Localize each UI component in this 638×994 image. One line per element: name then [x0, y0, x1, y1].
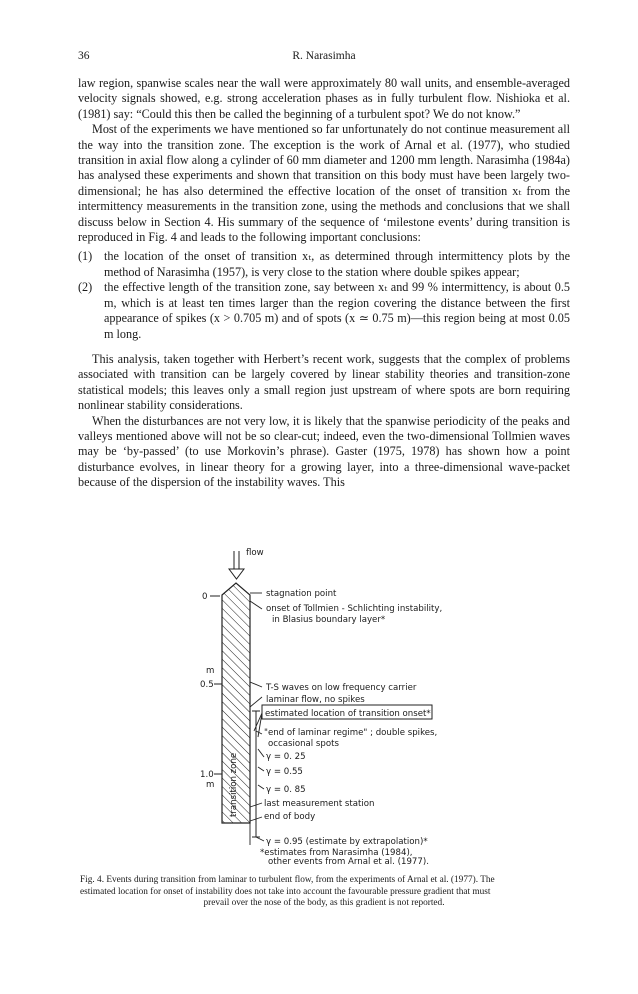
axis-label-half: 0.5 — [200, 680, 214, 690]
paragraph: When the disturbances are not very low, it is likely that the spanwise periodicity of the peaks and valleys mentioned above will not be so clear-cut; indeed, even the two-dimensional Tollmien waves may be ‘by-passed’ (to use Morkovin’s phrase). Gaster (1975, 1978) has shown how a point disturbance evolves, in linear theory for a growing layer, into a three-dimensional wave-packet because of the dispersion of the instability waves. This — [78, 413, 570, 490]
event-label: laminar flow, no spikes — [266, 695, 365, 705]
caption-line: Fig. 4. Events during transition from laminar to turbulent flow, from the experiments of Arnal et al. (1977). The — [80, 875, 495, 885]
event-label: occasional spots — [268, 739, 339, 749]
event-label: "end of laminar regime" ; double spikes, — [264, 728, 438, 738]
figure-4 — [150, 545, 520, 865]
conclusions-list — [78, 249, 570, 341]
paragraph: Most of the experiments we have mentioned so far unfortunately do not continue measurement all the way into the transition zone. The exception is the work of Arnal et al. (1977), who studied transition in axial flow along a cylinder of 60 mm diameter and 1200 mm length. Narasimha (1984a) has analysed these experiments and shown that transition on this body must have been largely two-dimensional; he has also determined the effective location of the onset of transition xₜ from the intermittency measurements in the transition zone, using the methods and conclusions that we shall discuss below in Section 4. His summary of the sequence of ‘milestone events’ during transition is reproduced in Fig. 4 and leads to the following important conclusions: — [78, 122, 570, 245]
event-label: estimated location of transition onset* — [265, 709, 431, 719]
list-item-number: (2) — [78, 280, 93, 295]
event-label: γ = 0. 25 — [266, 752, 306, 762]
caption-line: estimated location for onset of instability does not take into account the favourable pressure gradient that must — [80, 886, 491, 897]
list-item-text: the effective length of the transition zone, say between xₜ and 99 % intermittency, is about 0.5 m, which is at least ten times larger than the region covering the distance between the first appearance of spikes (x > 0.705 m) and of spots (x ≃ 0.75 m)—this region being at most 0.05 m long. — [104, 280, 570, 341]
paragraph: law region, spanwise scales near the wall were approximately 80 wall units, and ensemble-averaged velocity signals showed, e.g. strong acceleration phases as in fully turbulent flow. Nishioka et al. (1981) say: “Could this then be called the beginning of a turbulent spot? We do not know.” — [78, 76, 570, 121]
figure-note: *estimates from Narasimha (1984), — [260, 848, 413, 858]
page-header — [78, 50, 570, 66]
event-label: T-S waves on low frequency carrier — [266, 683, 417, 693]
list-item — [78, 280, 570, 342]
flow-label: flow — [246, 548, 264, 558]
paragraph: This analysis, taken together with Herbert’s recent work, suggests that the complex of problems associated with transition can be largely covered by linear stability theories and transition-zone statistical models; this leaves only a small region just upstream of where spots are born requiring nonlinear stability considerations. — [78, 351, 570, 413]
running-head: R. Narasimha — [292, 50, 356, 62]
flow-arrow-icon — [229, 551, 244, 579]
figure-caption — [80, 875, 568, 910]
event-label: end of body — [264, 812, 316, 822]
axis-label-unit: m — [206, 666, 215, 676]
list-item-number: (1) — [78, 249, 93, 264]
axis-label-one: 1.0 — [200, 770, 214, 780]
event-label: stagnation point — [266, 589, 337, 599]
axis-label-zero: 0 — [202, 592, 208, 602]
transition-events-diagram — [150, 545, 520, 865]
axis-label-unit: m — [206, 780, 215, 790]
event-label: γ = 0.55 — [266, 767, 303, 777]
event-label: γ = 0.95 (estimate by extrapolation)* — [266, 837, 428, 847]
event-label: γ = 0. 85 — [266, 785, 306, 795]
list-item-text: the location of the onset of transition xₜ, as determined through intermittency plots by the method of Narasimha (1957), is very close to the station where double spikes appear; — [104, 249, 570, 279]
event-label: in Blasius boundary layer* — [272, 615, 386, 625]
event-label: onset of Tollmien - Schlichting instability, — [266, 604, 443, 614]
figure-note: other events from Arnal et al. (1977). — [268, 857, 429, 865]
caption-line: prevail over the nose of the body, as this gradient is not reported. — [203, 898, 445, 908]
page-number: 36 — [78, 50, 90, 62]
event-label: last measurement station — [264, 799, 375, 809]
list-item — [78, 249, 570, 280]
body-text — [78, 76, 570, 491]
transition-zone-label: transition zone — [229, 752, 239, 817]
